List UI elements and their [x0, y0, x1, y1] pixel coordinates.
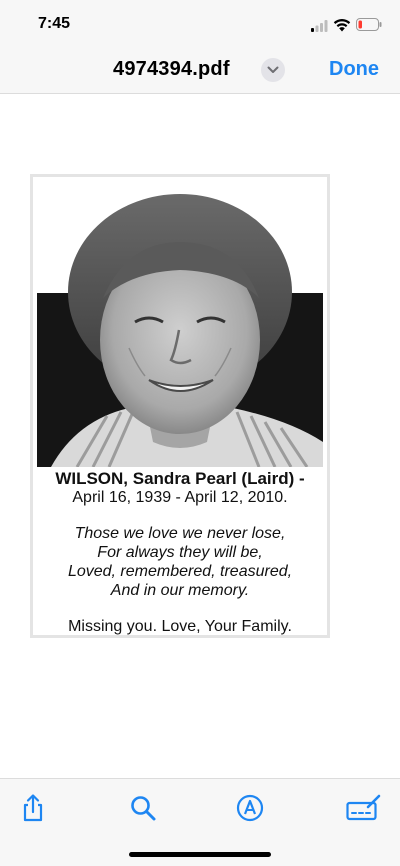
signature-icon[interactable]: [346, 793, 382, 823]
cellular-signal-icon: [311, 20, 328, 32]
wifi-icon: [333, 17, 351, 32]
verse-line: Loved, remembered, treasured,: [67, 563, 293, 580]
verse-line: For always they will be,: [97, 544, 263, 561]
battery-low-icon: [356, 18, 382, 31]
pdf-page: [30, 174, 330, 638]
share-icon[interactable]: [18, 793, 48, 823]
verse-line: Those we love we never lose,: [74, 525, 286, 542]
chevron-down-icon: [267, 66, 279, 74]
portrait-photo: [37, 180, 323, 467]
markup-pen-icon[interactable]: [235, 793, 265, 823]
deceased-name: WILSON, Sandra Pearl (Laird) -: [55, 469, 305, 488]
family-closing: Missing you. Love, Your Family.: [68, 618, 292, 635]
life-dates: April 16, 1939 - April 12, 2010.: [72, 489, 288, 506]
memorial-verse: [33, 524, 327, 600]
done-button[interactable]: Done: [329, 58, 379, 80]
title-menu-button[interactable]: [261, 58, 285, 82]
navigation-bar: [0, 44, 400, 94]
obituary-text: [33, 469, 327, 636]
verse-line: And in our memory.: [110, 582, 250, 599]
search-icon[interactable]: [128, 793, 158, 823]
status-time: 7:45: [38, 15, 71, 32]
document-title[interactable]: 4974394.pdf: [113, 58, 230, 80]
home-indicator[interactable]: [129, 852, 271, 857]
status-bar: [0, 0, 400, 44]
